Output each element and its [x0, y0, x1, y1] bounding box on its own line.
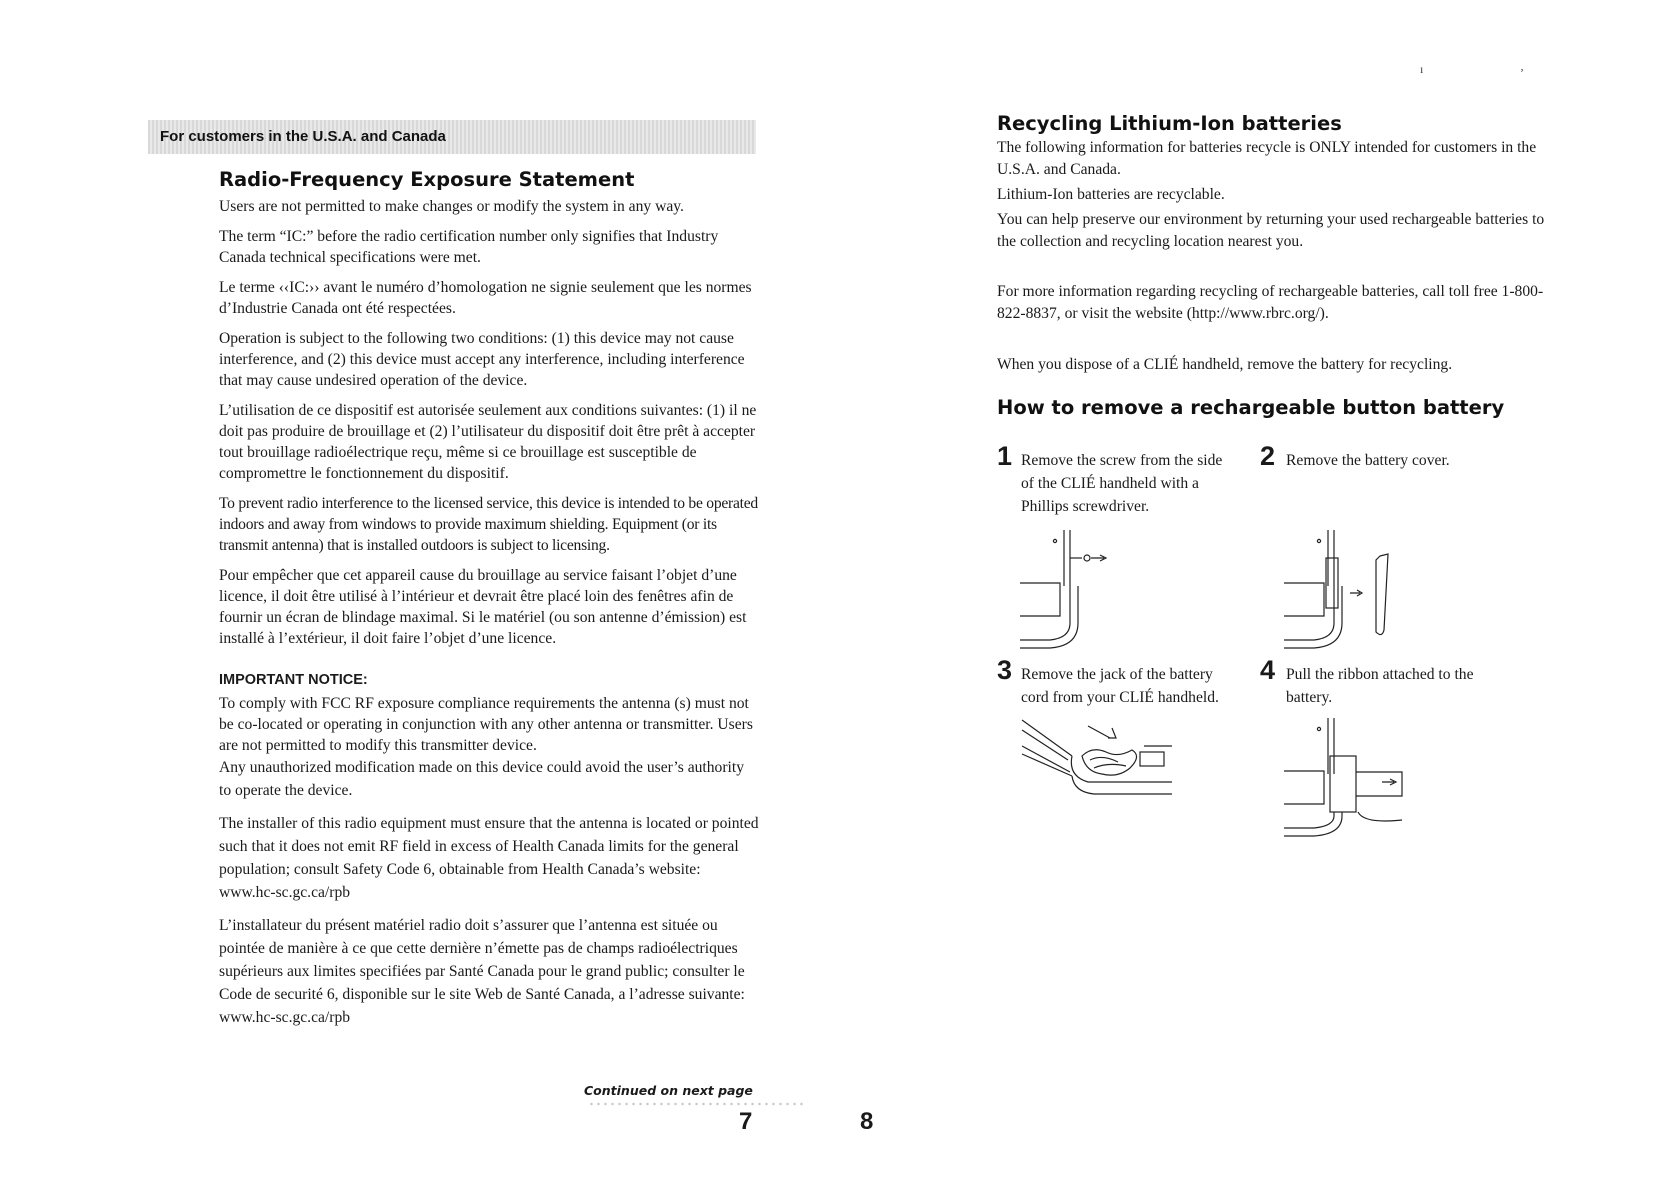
step-line: Remove the battery cover.	[1286, 452, 1450, 469]
step-number: 2	[1260, 441, 1276, 471]
paragraph: The installer of this radio equipment must ensure that the antenna is located or pointed such that it does not emit RF field in excess of Health Canada limits for the general population; consult Safety Code 6, obtainable from Health Canada’s website: www.hc-sc.gc.ca/rpb	[219, 815, 759, 901]
step-text	[1021, 663, 1219, 709]
right-page	[836, 0, 1672, 1198]
scan-mark: ʼ	[1520, 66, 1524, 80]
step-text	[1286, 449, 1450, 472]
paragraph: To prevent radio interference to the licensed service, this device is intended to be operated indoors and away from windows to provide maximum shielding. Equipment (or its transmit antenna) that is installed outdoors is subject to licensing.	[219, 495, 758, 554]
step-line: Pull the ribbon attached to the	[1286, 666, 1474, 683]
step-line: of the CLIÉ handheld with a	[1021, 475, 1199, 492]
paragraph: L’installateur du présent matériel radio doit s’assurer que l’antenna est située ou pointée de manière à ce que cette dernière n’émette pas de champs radioélectriques supérieurs aux limites specifiées par Santé Canada pour le grand public; consulter le Code de securité 6, disponible sur le site Web de Santé Canada, a l’adresse suivante: www.hc-sc.gc.ca/rpb	[219, 917, 745, 1026]
more-info-text: For more information regarding recycling of rechargeable batteries, call toll free 1-800-822-8837, or visit the website (http://www.rbrc.org/).	[997, 283, 1544, 322]
illustration-remove-jack	[1022, 716, 1172, 796]
step-number: 4	[1260, 655, 1276, 685]
section-bar: For customers in the U.S.A. and Canada	[148, 120, 756, 154]
step-number: 3	[997, 655, 1013, 685]
step-line: battery.	[1286, 689, 1333, 706]
recycling-line: The following information for batteries recycle is ONLY intended for customers in the U.S.A. and Canada.	[997, 139, 1537, 178]
paragraph: Operation is subject to the following two conditions: (1) this device may not cause interference, and (2) this device must accept any interference, including interference that may cause undesired operation of the device.	[219, 330, 745, 389]
dotted-rule	[588, 1101, 806, 1107]
paragraph: The term “IC:” before the radio certification number only signifies that Industry Canada technical specifications were met.	[219, 228, 719, 266]
scan-mark: ı	[1420, 62, 1424, 76]
illustration-pull-ribbon	[1284, 716, 1394, 836]
paragraph: Le terme ‹‹IC:›› avant le numéro d’homologation ne signie seulement que les normes d’Industrie Canada ont été respectées.	[219, 279, 752, 317]
heading-rf-exposure: Radio-Frequency Exposure Statement	[219, 168, 635, 191]
recycling-text	[997, 137, 1557, 253]
step-line: Remove the screw from the side	[1021, 452, 1223, 469]
paragraph: L’utilisation de ce dispositif est autorisée seulement aux conditions suivantes: (1) il ne doit pas produire de brouillage et (2) l’utilisateur du dispositif doit être prêt à accepter tout brouillage radioélectrique reçu, même si ce brouillage est susceptible de compromettre le fonctionnement du dispositif.	[219, 402, 757, 482]
page-number: 8	[860, 1108, 874, 1135]
left-body	[219, 196, 759, 1038]
heading-remove-battery: How to remove a rechargeable button battery	[997, 396, 1505, 419]
important-notice	[219, 693, 759, 802]
step-text	[1286, 663, 1474, 709]
paragraph: Pour empêcher que cet appareil cause du brouillage au service faisant l’objet d’une licence, il doit être utilisé à l’intérieur et devrait être placé loin des fenêtres afin de fournir un écran de blindage maximal. Si le matériel (ou son antenne d’émission) est installé à l’extérieur, il doit faire l’objet d’une licence.	[219, 567, 747, 647]
notice-line: Any unauthorized modification made on this device could avoid the user’s authority to operate the device.	[219, 759, 745, 799]
step-line: Remove the jack of the battery	[1021, 666, 1213, 683]
step-line: Phillips screwdriver.	[1021, 498, 1150, 515]
heading-recycling: Recycling Lithium-Ion batteries	[997, 112, 1342, 135]
notice-line: To comply with FCC RF exposure compliance requirements the antenna (s) must not be co-located or operating in conjunction with any other antenna or transmitter. Users are not permitted to modify this transmitter device.	[219, 695, 753, 754]
recycling-line: You can help preserve our environment by returning your used rechargeable batteries to the collection and recycling location nearest you.	[997, 211, 1545, 250]
important-notice-title: IMPORTANT NOTICE:	[219, 672, 368, 688]
dispose-text: When you dispose of a CLIÉ handheld, remove the battery for recycling.	[997, 356, 1453, 373]
step-line: cord from your CLIÉ handheld.	[1021, 689, 1219, 706]
step-text	[1021, 449, 1222, 518]
illustration-remove-screw	[1020, 528, 1130, 648]
paragraph: Users are not permitted to make changes or modify the system in any way.	[219, 198, 684, 215]
illustration-remove-cover	[1284, 528, 1394, 648]
recycling-line: Lithium-Ion batteries are recyclable.	[997, 186, 1225, 203]
step-number: 1	[997, 441, 1013, 471]
page-number: 7	[739, 1108, 753, 1135]
continued-note: Continued on next page	[584, 1083, 753, 1098]
